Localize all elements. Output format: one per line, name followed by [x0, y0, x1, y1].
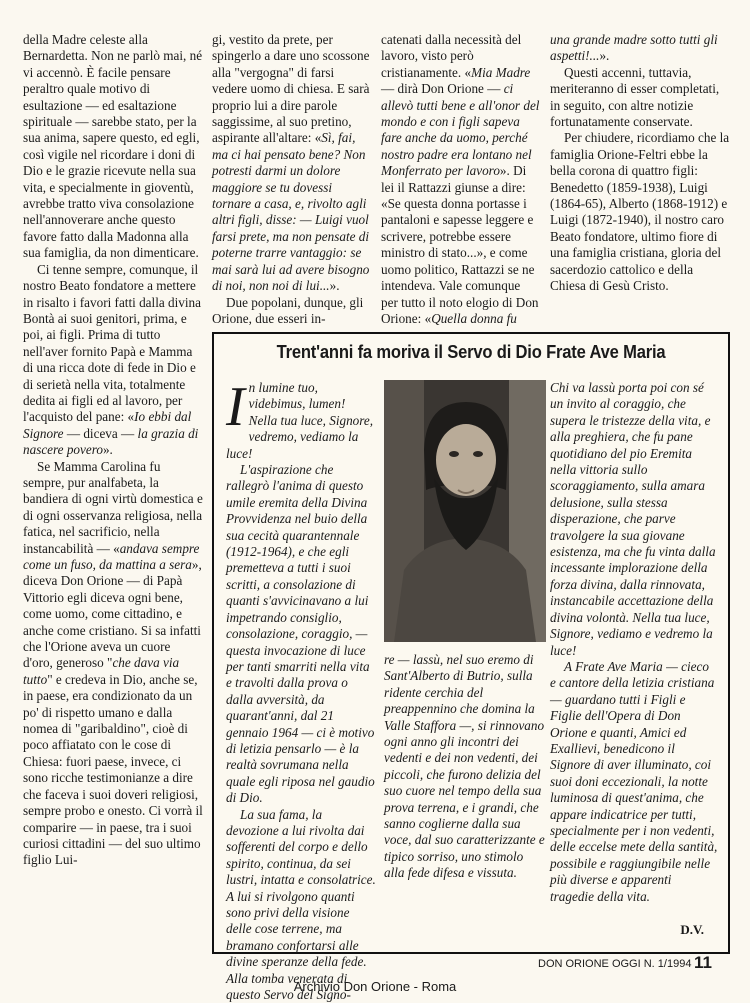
quote-run: che dava via tutto — [23, 655, 180, 687]
magazine-footer: DON ORIONE OGGI N. 1/1994 — [538, 958, 692, 970]
text-run: — diceva — — [63, 425, 138, 441]
article-column-4 — [550, 32, 730, 295]
paragraph — [23, 262, 203, 459]
paragraph: A Frate Ave Maria — cieco e cantore della letizia cristiana — guardano tutti i Figli e Figlie dell'Opera di Don Orione e quanti, Amici ed Exallievi, benedicono il Signore di aver illuminato, coi suoi doni eccezionali, la notte luminosa di quest'anima, che appare indicatrice per tutti, specialmente per i non vedenti, delle eccelse mete della santità, possibile e raggiungibile nelle più diverse e apparenti tragedie della vita. — [550, 658, 718, 904]
article-column-1 — [23, 32, 203, 869]
portrait-photo — [384, 380, 546, 642]
article-column-3 — [381, 32, 540, 327]
text-run: gi, vestito da prete, per spingerlo a dare uno scossone alla "vergogna" di farsi vedere uomo di chiesa. E sarà proprio lui a dire parole saggissime, al suo pretino, aspirante all'altare: « — [212, 32, 370, 146]
paragraph — [226, 376, 376, 462]
paragraph — [381, 32, 540, 327]
quote-run: Io ebbi dal Signore — [23, 409, 192, 441]
paragraph: Per chiudere, ricordiamo che la famiglia Orione-Feltri ebbe la bella corona di quattro figli: Benedetto (1859-1938), Luigi (1864-65), Alberto (1868-1912) e Luigi (1872-1940), il nostro caro Beato fondatore, ultimo fiore di una famiglia cristiana, gloria del sacerdozio cattolico e della Chiesa di Gesù Cristo. — [550, 130, 730, 294]
box-column-1 — [226, 376, 376, 1003]
text-run: catenati dalla necessità del lavoro, visto però cristianamente. « — [381, 32, 522, 80]
quote-run: Quella donna fu — [431, 310, 517, 326]
portrait-illustration — [384, 380, 546, 642]
author-signature: D.V. — [680, 922, 704, 937]
paragraph: La sua fama, la devozione a lui rivolta dai sofferenti del corpo e dello spirito, continua, da sei lustri, intatta e consolatrice. A lui si rivolgono quanti sono privi della visione delle cose terrene, ma bramano confortarsi alle divine speranze della fede. Alla tomba venerata di questo Servo del Signo- — [226, 806, 376, 1003]
text-run: ». — [329, 278, 340, 294]
paragraph — [212, 32, 372, 295]
quote-run: Sì, fai, ma ci hai pensato bene? Non potresti darmi un dolore maggiore se tu dovessi tornare a casa, e, rivolto agli altri figli, disse: — Luigi vuol farsi prete, ma non pensate di poterne trarre vantaggio: se mai sarà lui ad avere bisogno di noi, non noi di lui... — [212, 130, 370, 294]
text-run: ». — [102, 442, 113, 458]
quote-run: Mia Madre — [471, 64, 531, 80]
text-run: " e credeva in Dio, anche se, in paese, era condizionato da un po' di rispetto umano e dalla nomea di "garibaldino", cioè di poco affiatato con le cose di Chiesa: fuori paese, invece, ci sono ricche testimonianze a dire che faceva i suoi doveri religiosi, sempre probo e onesto. Ci vorrà il comparire — in paese, tra i suoi curiosi cittadini — del suo ultimo figlio Lui- — [23, 671, 203, 868]
paragraph: Questi accenni, tuttavia, meriteranno di esser completati, in seguito, con altre notizie fortunatamente conservate. — [550, 64, 720, 130]
article-column-2 — [212, 32, 372, 327]
quote-run: la grazia di nascere povero — [23, 425, 199, 458]
quote-run: andava sempre come un fuso, da mattina a sera — [23, 540, 200, 572]
drop-cap: I — [226, 376, 245, 438]
quote-run: una grande madre sotto tutti gli aspetti!... — [550, 32, 718, 64]
text-run: Ci tenne sempre, comunque, il nostro Beato fondatore a mettere in risalto i favori fatti dalla divina Bontà ai suoi genitori, prima, e poi, ai figli. Prima di tutto nell'aver fornito Papà e Mamma di una ricca dote di fede in Dio e di serietà nella vita, totalmente dedita ai figli ed al lavoro, per l'acquisto del pane: « — [23, 261, 201, 425]
text-run: », diceva Don Orione — di Papà Vittorio egli diceva ogni bene, come uomo, come cittadino, e anche come cristiano. Si sa infatti che l'Orione aveva un cuore d'oro, generoso " — [23, 557, 202, 671]
text-run: ». — [599, 48, 610, 64]
quote-run: ci allevò tutti bene e all'onor del mondo e con i figli sapeva fare anche da uomo, perché nostro padre era lontano nel Monferrato per lavoro — [381, 81, 540, 179]
text-run: ». Di lei il Rattazzi giunse a dire: «Se questa donna portasse i pantaloni e sapesse leggere e scrivere, potrebbe essere ministro di stato...», e come uomo politico, Rattazzi se ne intendeva. Vale comunque per tutto il noto elogio di Don Orione: « — [381, 163, 539, 326]
box-column-2 — [384, 652, 546, 882]
text-run: — dirà Don Orione — — [381, 81, 504, 97]
page-number: 11 — [694, 953, 712, 972]
paragraph — [23, 459, 203, 869]
paragraph: Chi va lassù porta poi con sé un invito al coraggio, che supera le tristezze della vita, e alla preghiera, che fu pane quotidiano del pio Eremita nella vittoria sullo scoraggiamento, sulla amara delusione, sulla stessa disperazione, che parve travolgere la sua giovane esistenza, ma che fu vinta dalla incessante implorazione della forza divina, dalla rinnovata, instancabile accettazione della divina volontà. Nella tua luce, Signore, vediamo e vedremo la luce! — [550, 380, 716, 658]
box-column-3 — [550, 380, 718, 905]
paragraph — [550, 32, 730, 65]
box-title: Trent'anni fa moriva il Servo di Dio Frate Ave Maria — [276, 342, 666, 362]
text-run: Se Mamma Carolina fu sempre, pur analfabeta, la bandiera di ogni virtù domestica e di ogni osservanza religiosa, nella fatica, nel sacrificio, nella instancabilità — « — [23, 458, 203, 556]
paragraph: Due popolani, dunque, gli Orione, due esseri in- — [212, 294, 364, 326]
paragraph: re — lassù, nel suo eremo di Sant'Alberto di Butrio, sulla ridente cerchia del preappennino che domina la Valle Staffora —, si rinnovano ogni anno gli incontri dei vedenti e dei non vedenti, dei piccoli, che furono delizia del suo cuore nel tempo della sua prova terrena, e i grandi, che sanno coglierne dalla sua voce, dal suo caratterizzante e tipico sorriso, uno stimolo alla fede difesa e vissuta. — [384, 652, 545, 881]
paragraph: della Madre celeste alla Bernardetta. Non ne parlò mai, né vi accennò. È facile pensare peraltro quale motivo di esultazione — ed esaltazione spirituale — sarebbe stato, per la sua anima, sapere questo, ed egli, così vigile nel ricordare i doni di Dio e le grazie ricevute nella sua vita, e specialmente in gioventù, avrebbe tratto viva consolazione nell'annoverare anche questo favore fatto dalla Madonna alla sua famiglia, da non dimenticare. — [23, 32, 203, 261]
archive-credit: Archivio Don Orione - Roma — [293, 979, 457, 994]
text-run: n lumine tuo, videbimus, lumen! Nella tua luce, Signore, vedremo, vediamo la luce! — [226, 380, 374, 461]
paragraph: L'aspirazione che rallegrò l'anima di questo umile eremita della Divina Provvidenza nel buio della sua cecità quarantennale (1912-1964), e che egli premetteva a tutti i suoi scritti, a consolazione di quanti s'avvicinavano a lui impetrando consiglio, consolazione, coraggio, — questa invocazione di luce per tanti smarriti nella vita e travolti dalla prova o dalla avversità, da quarant'anni, dal 21 gennaio 1964 — ci è motivo di letizia pensarlo — è la realtà sovrumana nella quale egli riposa nel gaudio di Dio. — [226, 462, 375, 806]
